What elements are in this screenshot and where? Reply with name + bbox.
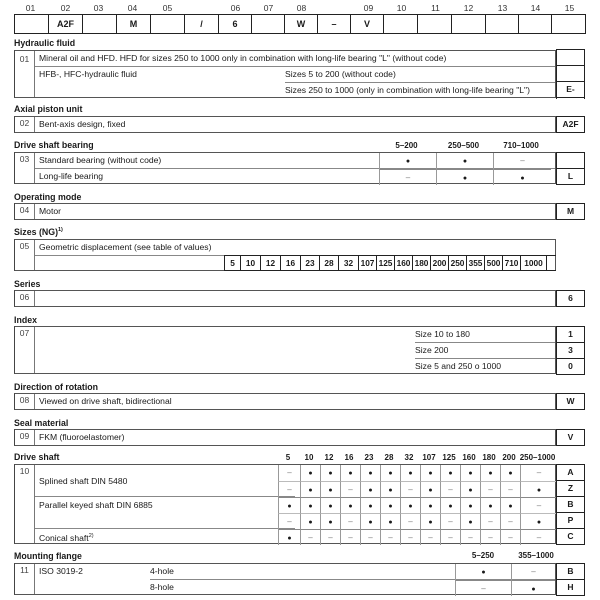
section-drive-shaft-bearing xyxy=(14,152,556,184)
drive-shaft-col-header: 5 xyxy=(285,453,291,462)
section-title-index: Index xyxy=(14,315,37,325)
drive-shaft-cell xyxy=(320,465,340,481)
code-box-seal: V xyxy=(556,429,585,446)
drive-shaft-cell xyxy=(400,481,420,497)
drive-shaft-col-header: 125 xyxy=(442,453,456,462)
section-axial-piston-unit xyxy=(14,116,556,133)
pos-02: 02 xyxy=(60,3,71,13)
section-number: 07 xyxy=(15,327,35,373)
drive-shaft-cell xyxy=(440,513,460,529)
type-code-bar xyxy=(14,14,586,34)
drive-shaft-cell xyxy=(278,513,300,529)
pos-09: 09 xyxy=(363,3,374,13)
pos-06: 06 xyxy=(230,3,241,13)
drive-shaft-cell xyxy=(278,497,300,513)
flange-cell xyxy=(511,564,555,580)
drive-shaft-cell xyxy=(520,513,557,529)
drive-shaft-cell xyxy=(520,497,557,513)
code-cell-08: W xyxy=(285,15,318,33)
drive-shaft-cell xyxy=(420,481,440,497)
drive-shaft-cell xyxy=(340,529,360,545)
size-10: 10 xyxy=(241,256,261,270)
drive-shaft-cell xyxy=(320,481,340,497)
code-box-index-3: 3 xyxy=(556,342,585,359)
pos-03: 03 xyxy=(93,3,104,13)
drive-shaft-cell xyxy=(360,513,380,529)
drive-shaft-col-header: 250–1000 xyxy=(519,453,556,462)
size-32: 32 xyxy=(339,256,359,270)
drive-shaft-cell xyxy=(440,465,460,481)
flange-iso-label: ISO 3019-2 xyxy=(39,566,83,576)
section-number: 09 xyxy=(15,430,35,445)
code-box-drive-shaft: A xyxy=(556,464,585,481)
drive-shaft-cell xyxy=(360,465,380,481)
drive-shaft-cell xyxy=(520,481,557,497)
drive-shaft-cell xyxy=(300,481,320,497)
drive-shaft-cell xyxy=(480,465,500,481)
code-box-flange-8-hole: H xyxy=(556,579,585,596)
pos-13: 13 xyxy=(497,3,508,13)
flange-row-4-hole: 4-hole xyxy=(150,564,555,580)
size-28: 28 xyxy=(320,256,339,270)
drive-shaft-cell xyxy=(400,529,420,545)
size-1000: 1000 xyxy=(521,256,547,270)
code-box-a2f: A2F xyxy=(556,116,585,133)
drive-shaft-group-splined: Splined shaft DIN 5480 xyxy=(35,465,295,497)
bearing-row-standard: Standard bearing (without code) xyxy=(35,153,555,169)
conical-label: Conical shaft xyxy=(39,532,89,543)
drive-shaft-cell xyxy=(320,497,340,513)
drive-shaft-col-header: 10 xyxy=(304,453,314,462)
section-series xyxy=(14,290,556,307)
bearing-cell xyxy=(436,153,493,169)
size-180: 180 xyxy=(413,256,431,270)
flange-row-8-hole: 8-hole xyxy=(150,582,174,592)
drive-shaft-cell xyxy=(440,481,460,497)
bearing-cell xyxy=(379,169,436,185)
section-title-seal-material: Seal material xyxy=(14,418,69,428)
code-cell-02: A2F xyxy=(49,15,83,33)
drive-shaft-cell xyxy=(360,481,380,497)
section-number: 08 xyxy=(15,394,35,409)
drive-shaft-cell xyxy=(380,513,400,529)
drive-shaft-cell xyxy=(340,513,360,529)
drive-shaft-cell xyxy=(440,497,460,513)
section-title-series: Series xyxy=(14,279,41,289)
code-cell-12 xyxy=(452,15,486,33)
drive-shaft-cell xyxy=(460,465,480,481)
drive-shaft-cell xyxy=(480,529,500,545)
index-row-200: Size 200 xyxy=(415,343,555,359)
pos-12: 12 xyxy=(463,3,474,13)
code-box-motor: M xyxy=(556,203,585,220)
code-box-drive-shaft: C xyxy=(556,528,585,545)
sizes-row: Geometric displacement (see table of values) xyxy=(35,240,555,256)
flange-cell xyxy=(455,564,511,580)
drive-shaft-cell xyxy=(278,529,300,545)
axial-piston-row: Bent-axis design, fixed xyxy=(39,119,126,129)
sizes-title-text: Sizes (NG) xyxy=(14,227,58,237)
section-seal-material xyxy=(14,429,556,446)
footnote-marker: 2) xyxy=(88,533,94,539)
section-number: 01 xyxy=(15,51,35,97)
hydraulic-fluid-row-hfb: HFB-, HFC-hydraulic fluid xyxy=(39,69,137,79)
section-number: 11 xyxy=(15,564,35,594)
seal-row: FKM (fluoroelastomer) xyxy=(39,432,125,442)
code-box-standard-bearing xyxy=(556,152,585,169)
bearing-cell xyxy=(493,153,551,169)
drive-shaft-cell xyxy=(460,481,480,497)
drive-shaft-cell xyxy=(340,497,360,513)
drive-shaft-cell xyxy=(460,513,480,529)
code-cell-14 xyxy=(519,15,552,33)
code-box-series: 6 xyxy=(556,290,585,307)
drive-shaft-col-header: 23 xyxy=(364,453,374,462)
section-drive-shaft xyxy=(14,464,556,544)
bearing-cell xyxy=(493,169,551,185)
code-box-rotation: W xyxy=(556,393,585,410)
size-500: 500 xyxy=(485,256,503,270)
drive-shaft-cell xyxy=(420,465,440,481)
pos-07: 07 xyxy=(263,3,274,13)
code-cell-06: 6 xyxy=(219,15,252,33)
section-number: 04 xyxy=(15,204,35,219)
drive-shaft-cell xyxy=(440,529,460,545)
drive-shaft-cell xyxy=(320,529,340,545)
drive-shaft-cell xyxy=(380,465,400,481)
drive-shaft-cell xyxy=(500,513,520,529)
size-107: 107 xyxy=(359,256,377,270)
pos-04: 04 xyxy=(127,3,138,13)
section-index xyxy=(14,326,556,374)
drive-shaft-cell xyxy=(500,529,520,545)
size-160: 160 xyxy=(395,256,413,270)
drive-shaft-col-header: 12 xyxy=(324,453,334,462)
drive-shaft-cell xyxy=(480,481,500,497)
code-cell-10 xyxy=(384,15,418,33)
drive-shaft-cell xyxy=(380,497,400,513)
code-cell-13 xyxy=(486,15,519,33)
drive-shaft-cell xyxy=(460,497,480,513)
drive-shaft-cell xyxy=(300,513,320,529)
section-number: 10 xyxy=(15,465,35,543)
section-title-hydraulic-fluid: Hydraulic fluid xyxy=(14,38,76,48)
code-box-flange-4-hole: B xyxy=(556,563,585,580)
code-cell-11 xyxy=(418,15,452,33)
drive-shaft-group-parallel-keyed: Parallel keyed shaft DIN 6885 xyxy=(35,497,295,529)
code-box-hydraulic-e: E- xyxy=(556,81,585,98)
drive-shaft-cell xyxy=(340,481,360,497)
drive-shaft-col-header: 107 xyxy=(422,453,436,462)
section-mounting-flange xyxy=(14,563,556,595)
code-cell-07 xyxy=(252,15,285,33)
code-box-hydraulic-2 xyxy=(556,65,585,82)
footnote-marker: 1) xyxy=(58,227,63,234)
pos-01: 01 xyxy=(25,3,36,13)
section-title-direction-of-rotation: Direction of rotation xyxy=(14,382,99,392)
code-box-drive-shaft: B xyxy=(556,496,585,513)
drive-shaft-cell xyxy=(340,465,360,481)
section-number: 05 xyxy=(15,240,35,270)
drive-shaft-cell xyxy=(360,497,380,513)
code-cell-09: V xyxy=(351,15,384,33)
section-title-drive-shaft: Drive shaft xyxy=(14,452,60,462)
pos-14: 14 xyxy=(530,3,541,13)
section-title-mounting-flange: Mounting flange xyxy=(14,551,82,561)
drive-shaft-cell xyxy=(380,529,400,545)
drive-shaft-cell xyxy=(520,529,557,545)
code-box-drive-shaft: Z xyxy=(556,480,585,497)
flange-cell xyxy=(455,580,511,596)
size-125: 125 xyxy=(377,256,395,270)
hydraulic-fluid-sizes-250-1000: Sizes 250 to 1000 (only in combination with long-life bearing "L") xyxy=(285,85,530,95)
code-cell-sep: / xyxy=(185,15,219,33)
size-12: 12 xyxy=(261,256,281,270)
section-number: 02 xyxy=(15,117,35,132)
drive-shaft-cell xyxy=(520,465,557,481)
drive-shaft-cell xyxy=(300,465,320,481)
index-row-5-250-1000: Size 5 and 250 o 1000 xyxy=(415,361,502,371)
section-title-operating-mode: Operating mode xyxy=(14,192,82,202)
drive-shaft-cell xyxy=(320,513,340,529)
drive-shaft-group-conical xyxy=(35,529,295,545)
drive-shaft-col-header: 200 xyxy=(502,453,516,462)
size-200: 200 xyxy=(431,256,449,270)
drive-shaft-cell xyxy=(480,513,500,529)
drive-shaft-cell xyxy=(400,465,420,481)
section-title-axial-piston-unit: Axial piston unit xyxy=(14,104,83,114)
flange-col-5-250: 5–250 xyxy=(471,551,495,560)
operating-mode-row: Motor xyxy=(39,206,61,216)
code-cell-dash: – xyxy=(318,15,351,33)
bearing-col-250-500: 250–500 xyxy=(447,141,480,150)
bearing-cell xyxy=(436,169,493,185)
drive-shaft-cell xyxy=(400,497,420,513)
size-710: 710 xyxy=(503,256,521,270)
code-box-drive-shaft: P xyxy=(556,512,585,529)
bearing-row-long-life: Long-life bearing xyxy=(39,171,104,181)
size-16: 16 xyxy=(281,256,301,270)
size-5: 5 xyxy=(225,256,241,270)
section-title-drive-shaft-bearing: Drive shaft bearing xyxy=(14,140,94,150)
drive-shaft-col-header: 28 xyxy=(384,453,394,462)
drive-shaft-cell xyxy=(480,497,500,513)
code-box-index-1: 1 xyxy=(556,326,585,343)
drive-shaft-cell xyxy=(420,497,440,513)
section-direction-of-rotation xyxy=(14,393,556,410)
sizes-value-strip xyxy=(224,255,556,271)
code-cell-03 xyxy=(83,15,117,33)
section-number: 03 xyxy=(15,153,35,183)
code-cell-04: M xyxy=(117,15,151,33)
flange-col-355-1000: 355–1000 xyxy=(518,551,554,560)
code-cell-01 xyxy=(15,15,49,33)
size-250: 250 xyxy=(449,256,467,270)
drive-shaft-cell xyxy=(380,481,400,497)
drive-shaft-cell xyxy=(420,529,440,545)
pos-10: 10 xyxy=(396,3,407,13)
section-title-sizes xyxy=(14,227,63,237)
drive-shaft-cell xyxy=(500,465,520,481)
direction-row: Viewed on drive shaft, bidirectional xyxy=(39,396,172,406)
drive-shaft-col-header: 32 xyxy=(404,453,414,462)
drive-shaft-cell xyxy=(500,481,520,497)
size-355: 355 xyxy=(467,256,485,270)
index-row-10-180: Size 10 to 180 xyxy=(415,327,555,343)
drive-shaft-col-header: 160 xyxy=(462,453,476,462)
drive-shaft-cell xyxy=(420,513,440,529)
flange-cell xyxy=(511,580,555,596)
drive-shaft-cell xyxy=(460,529,480,545)
hydraulic-fluid-row-mineral: Mineral oil and HFD. HFD for sizes 250 to 1000 only in combination with long-life bearing "L" (without code) xyxy=(35,51,555,67)
drive-shaft-cell xyxy=(278,465,300,481)
code-position-numbers xyxy=(14,3,586,14)
pos-08: 08 xyxy=(296,3,307,13)
pos-05: 05 xyxy=(162,3,173,13)
pos-15: 15 xyxy=(564,3,575,13)
section-hydraulic-fluid xyxy=(14,50,556,98)
bearing-col-5-200: 5–200 xyxy=(395,141,418,150)
pos-11: 11 xyxy=(431,3,440,13)
drive-shaft-col-header: 16 xyxy=(344,453,354,462)
code-cell-15 xyxy=(552,15,585,33)
drive-shaft-cell xyxy=(300,497,320,513)
section-number: 06 xyxy=(15,291,35,306)
size-23: 23 xyxy=(301,256,320,270)
drive-shaft-cell xyxy=(360,529,380,545)
hydraulic-fluid-sizes-5-200: Sizes 5 to 200 (without code) xyxy=(285,67,555,83)
code-box-index-0: 0 xyxy=(556,358,585,375)
drive-shaft-col-header: 180 xyxy=(482,453,496,462)
section-operating-mode xyxy=(14,203,556,220)
drive-shaft-cell xyxy=(500,497,520,513)
drive-shaft-cell xyxy=(278,481,300,497)
drive-shaft-cell xyxy=(300,529,320,545)
code-box-long-life: L xyxy=(556,168,585,185)
bearing-col-710-1000: 710–1000 xyxy=(503,141,539,150)
code-cell-05 xyxy=(151,15,185,33)
drive-shaft-cell xyxy=(400,513,420,529)
